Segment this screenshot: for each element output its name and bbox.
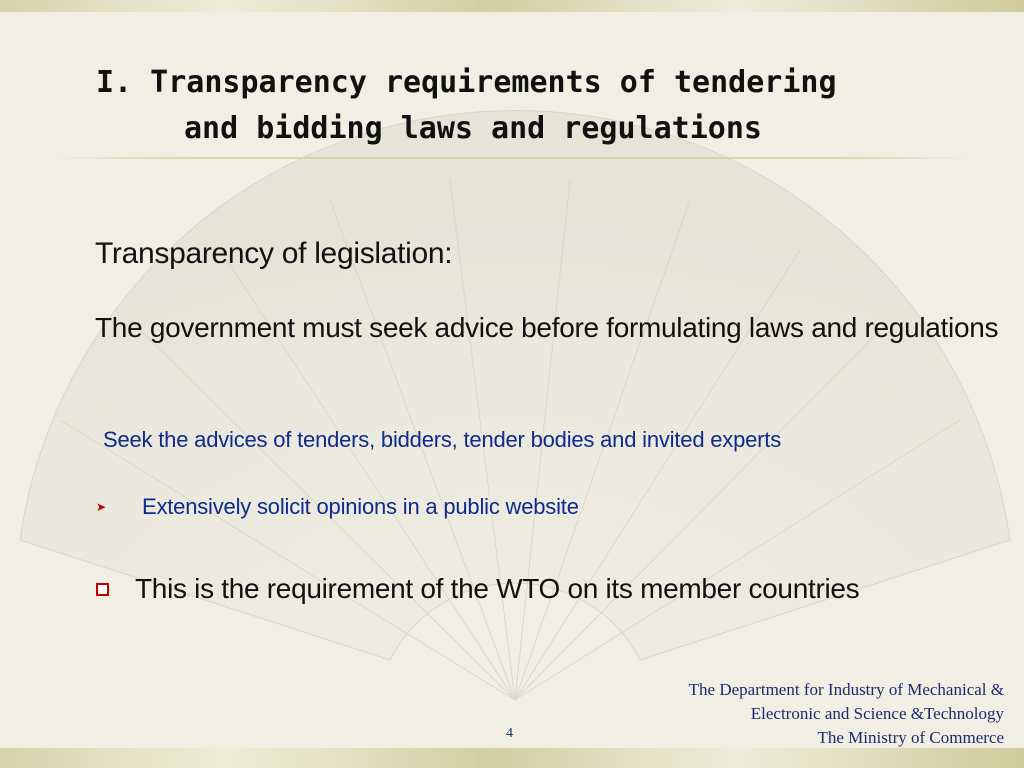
sub-point: Seek the advices of tenders, bidders, tender bodies and invited experts [103,427,782,452]
square-bullet-icon [96,583,109,596]
slide-title [96,60,976,152]
arrow-bullet-icon: ➤ [96,500,107,514]
footer-line-2: Electronic and Science &Technology [750,704,1004,723]
arrow-bullet-item [96,494,579,520]
arrow-bullet-text: Extensively solicit opinions in a public website [142,494,579,519]
body-paragraph: The government must seek advice before formulating laws and regulations [95,312,999,343]
footer-line-1: The Department for Industry of Mechanical & [688,680,1004,699]
square-bullet-text: This is the requirement of the WTO on its member countries [135,573,860,604]
title-divider [50,157,975,159]
footer-line-3: The Ministry of Commerce [817,728,1004,747]
square-bullet-item [96,573,859,605]
section-heading: Transparency of legislation: [95,237,453,270]
page-number: 4 [506,726,513,741]
footer-credit [689,678,1004,750]
slide-title-line-1: I. Transparency requirements of tendering [96,65,837,100]
slide-title-line-2: and bidding laws and regulations [184,111,762,146]
bottom-decor-bar [0,748,1024,768]
